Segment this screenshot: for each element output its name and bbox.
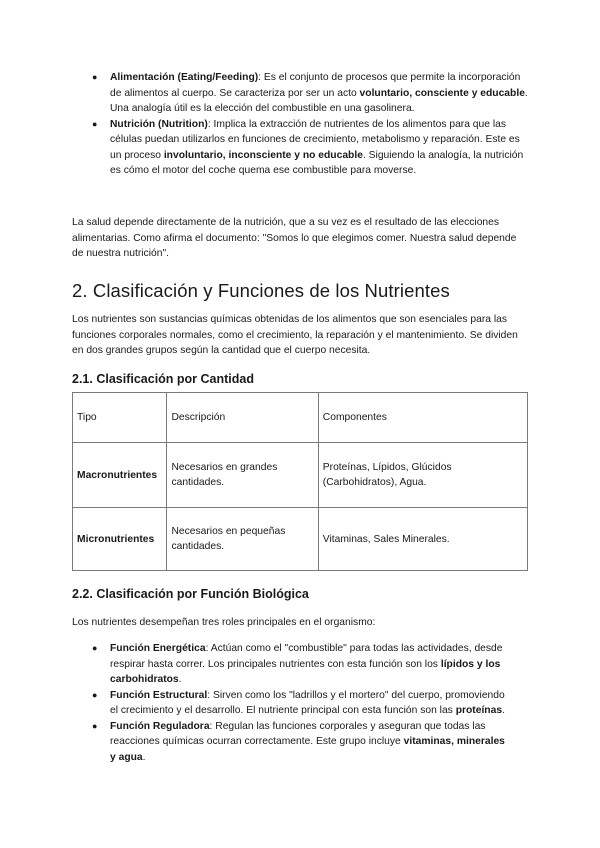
bullet-dot-icon: ●: [92, 72, 98, 82]
bullet-dot-icon: ●: [92, 643, 98, 653]
bullet-funcion-energetica: ● Función Energética: Actúan como el "combustible" para todas las actividades, desde respirar hasta correr. Los principales nutrientes con esta función son los lípidos y los carbohidratos.: [92, 643, 503, 685]
table-header-cell: Descripción: [167, 393, 318, 443]
table-cell-description: Necesarios en pequeñas cantidades.: [167, 508, 318, 571]
bullet-term: Función Reguladora: [110, 720, 210, 732]
intro-paragraph: La salud depende directamente de la nutrición, que a su vez es el resultado de las elecciones alimentarias. Como afirma el documento: "Somos lo que elegimos comer. Nuestra salud depende de nuestra nutrición".: [72, 217, 517, 259]
bullet-funcion-reguladora: ● Función Reguladora: Regulan las funciones corporales y aseguran que todas las reacciones químicas ocurran correctamente. Este grupo incluye vitaminas, minerales y agua.: [92, 720, 505, 763]
section-2-2-title: 2.2. Clasificación por Función Biológica: [72, 587, 309, 601]
bullet-term: Alimentación (Eating/Feeding): [110, 72, 259, 83]
bullet-term: Función Energética: [110, 643, 206, 654]
table-header-cell: Tipo: [73, 393, 167, 443]
table-cell-components: Proteínas, Lípidos, Glúcidos (Carbohidratos), Agua.: [318, 443, 527, 508]
table-header-cell: Componentes: [318, 393, 527, 443]
bullet-nutricion: ● Nutrición (Nutrition): Implica la extracción de nutrientes de los alimentos para que las células puedan utilizarlos en funciones de crecimiento, metabolismo y reparación. Este es un proceso involuntario, inconsciente y no educable. Siguiendo la analogía, la nutrición es cómo el motor del coche quema ese combustible para moverse.: [92, 118, 524, 176]
table-cell-components: Vitaminas, Sales Minerales.: [318, 508, 527, 571]
quantity-table: [72, 392, 528, 571]
table-cell-type: Macronutrientes: [73, 443, 167, 508]
section-2-paragraph: Los nutrientes son sustancias químicas obtenidas de los alimentos que son esenciales para las funciones corporales normales, como el crecimiento, la reparación y el mantenimiento. Se dividen en dos grandes grupos según la cantidad que el cuerpo necesita.: [72, 314, 518, 356]
table-cell-type: Micronutrientes: [73, 508, 167, 571]
function-bullet-list: [88, 641, 510, 765]
bullet-dot-icon: ●: [92, 118, 98, 129]
table-row: [73, 443, 528, 508]
bullet-funcion-estructural: ● Función Estructural: Sirven como los "ladrillos y el mortero" del cuerpo, promoviendo el crecimiento y el desarrollo. El nutriente principal con esta función son las proteínas.: [92, 689, 505, 716]
section-2-2-paragraph: Los nutrientes desempeñan tres roles principales en el organismo:: [72, 617, 376, 628]
bullet-alimentacion: ● Alimentación (Eating/Feeding): Es el conjunto de procesos que permite la incorporación de alimentos al cuerpo. Se caracteriza por ser un acto voluntario, consciente y educable. Una analogía útil es la elección del combustible en una gasolinera.: [92, 72, 528, 114]
bullet-term: Función Estructural: [110, 689, 208, 701]
bullet-term: Nutrición (Nutrition): [110, 118, 208, 130]
bullet-dot-icon: ●: [92, 689, 98, 700]
section-2-1-title: 2.1. Clasificación por Cantidad: [72, 372, 254, 386]
table-row: [73, 508, 528, 571]
section-2-title: 2. Clasificación y Funciones de los Nutrientes: [72, 280, 450, 301]
intro-bullet-list: [88, 70, 528, 179]
bullet-dot-icon: ●: [92, 720, 98, 731]
table-cell-description: Necesarios en grandes cantidades.: [167, 443, 318, 508]
table-header-row: [73, 393, 528, 443]
